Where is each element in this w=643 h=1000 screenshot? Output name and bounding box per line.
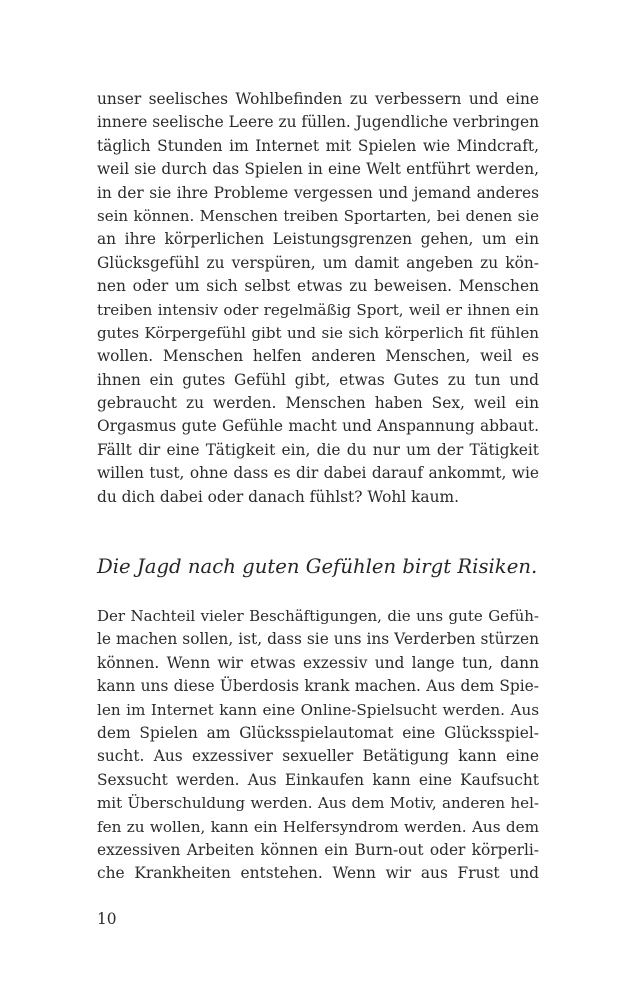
text-line: len im Internet kann eine Online-Spielsucht werden. Aus (97, 700, 539, 719)
text-line: sucht. Aus exzessiver sexueller Betätigung kann eine (97, 747, 539, 766)
text-line: Sexsucht werden. Aus Einkaufen kann eine Kaufsucht (97, 770, 539, 789)
text-line: sein können. Menschen treiben Sportarten, bei denen sie (97, 206, 539, 225)
text-line: fen zu wollen, kann ein Helfersyndrom werden. Aus dem (97, 817, 539, 836)
text-line: dem Spielen am Glücksspielautomat eine Glücksspiel- (97, 723, 539, 742)
text-line: ihnen ein gutes Gefühl gibt, etwas Gutes zu tun und (97, 370, 539, 389)
text-line: täglich Stunden im Internet mit Spielen wie Mindcraft, (97, 136, 539, 155)
text-line: le machen sollen, ist, dass sie uns ins Verderben stürzen (97, 630, 539, 649)
text-line: treiben intensiv oder regelmäßig Sport, weil er ihnen ein (97, 300, 539, 319)
text-line: Der Nachteil vieler Beschäftigungen, die uns gute Gefüh- (97, 607, 539, 625)
body-paragraph-1 (97, 88, 539, 509)
text-line: kann uns diese Überdosis krank machen. Aus dem Spie- (97, 677, 539, 696)
text-line: nen oder um sich selbst etwas zu beweisen. Menschen (97, 277, 539, 296)
text-line: exzessiven Arbeiten können ein Burn-out oder körperli- (97, 840, 539, 859)
text-line: du dich dabei oder danach fühlst? Wohl kaum. (97, 487, 460, 506)
text-line: mit Überschuldung werden. Aus dem Motiv, anderen hel- (97, 794, 539, 813)
text-line: Glücksgefühl zu verspüren, um damit angeben zu kön- (97, 253, 539, 272)
text-line: unser seelisches Wohlbefinden zu verbessern und eine (97, 90, 539, 108)
text-line: innere seelische Leere zu füllen. Jugendliche verbringen (97, 113, 539, 132)
text-line: Fällt dir eine Tätigkeit ein, die du nur um der Tätigkeit (97, 440, 539, 459)
text-line: Orgasmus gute Gefühle macht und Anspannung abbaut. (97, 417, 539, 436)
text-line: weil sie durch das Spielen in eine Welt entführt werden, (97, 160, 539, 179)
text-line: willen tust, ohne dass es dir dabei darauf ankommt, wie (97, 464, 539, 483)
text-line: können. Wenn wir etwas exzessiv und lange tun, dann (97, 653, 539, 672)
text-line: che Krankheiten entstehen. Wenn wir aus Frust und (97, 864, 539, 883)
section-heading: Die Jagd nach guten Gefühlen birgt Risiken. (97, 555, 538, 578)
page-number: 10 (97, 910, 117, 928)
text-line: gebraucht zu werden. Menschen haben Sex, weil ein (97, 394, 539, 413)
text-line: wollen. Menschen helfen anderen Menschen, weil es (97, 347, 539, 366)
body-paragraph-2 (97, 605, 539, 886)
text-line: in der sie ihre Probleme vergessen und jemand anderes (97, 183, 539, 202)
text-line: gutes Körpergefühl gibt und sie sich körperlich fit fühlen (97, 323, 539, 342)
text-line: an ihre körperlichen Leistungsgrenzen gehen, um ein (97, 230, 539, 249)
